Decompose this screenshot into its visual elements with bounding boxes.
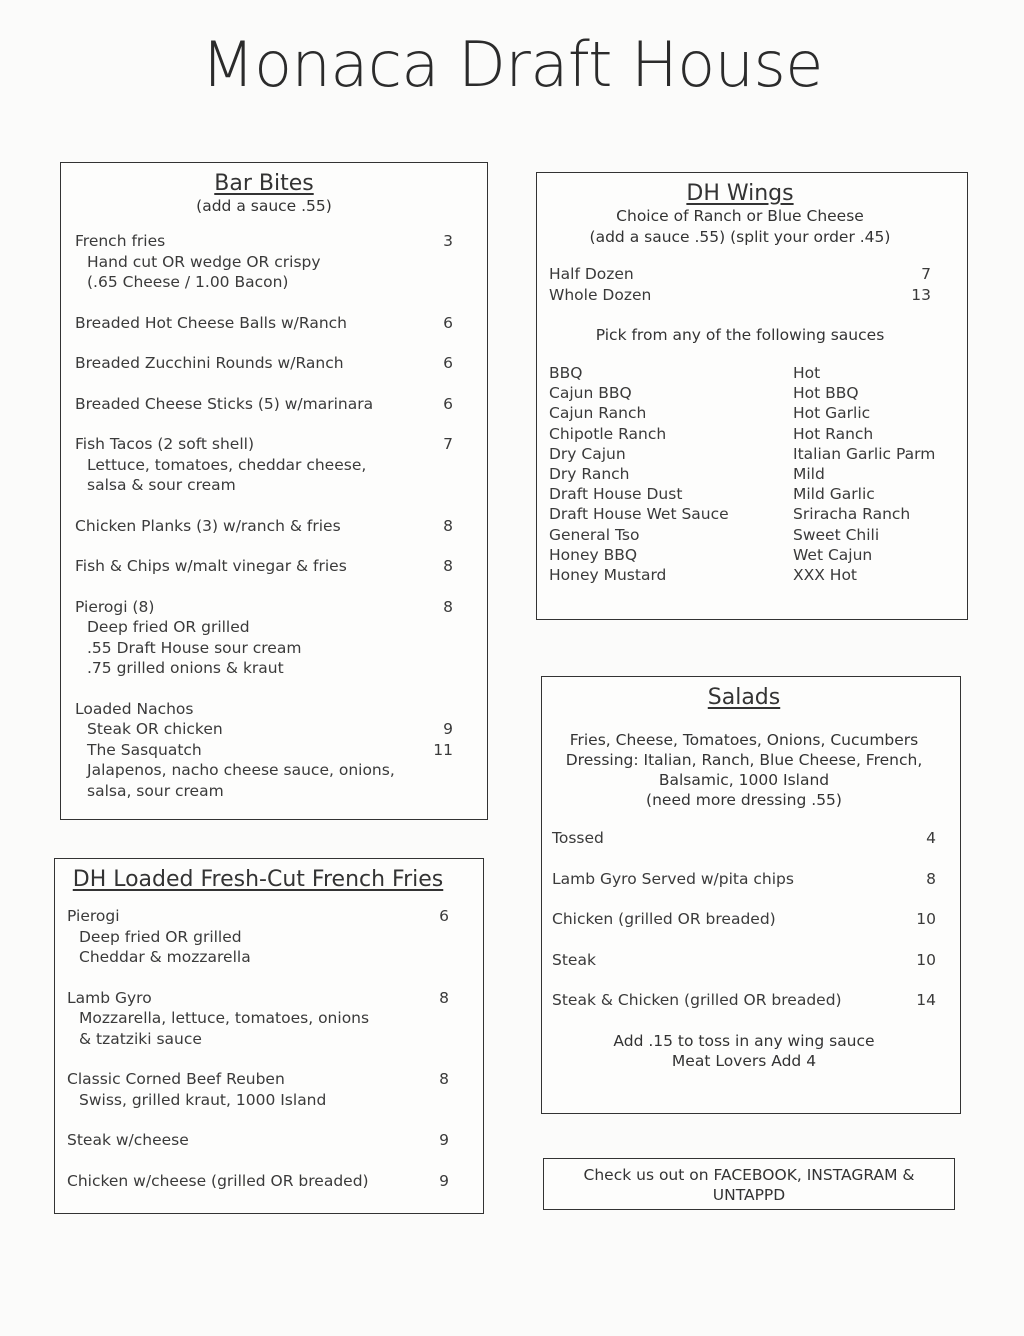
sauce-item: Mild Garlic	[793, 485, 875, 504]
menu-item: Chicken w/cheese (grilled OR breaded) 9	[67, 1171, 449, 1190]
menu-item: Lamb Gyro Served w/pita chips 8	[552, 869, 936, 888]
loaded-fries-title: DH Loaded Fresh-Cut French Fries	[72, 867, 444, 892]
menu-item: Breaded Hot Cheese Balls w/Ranch 6	[75, 313, 453, 332]
menu-item: Half Dozen 7	[549, 265, 931, 283]
sauce-item: Chipotle Ranch	[549, 424, 667, 443]
bar-bites-box	[60, 162, 488, 820]
sauce-item: Italian Garlic Parm	[793, 444, 936, 463]
sauce-item: Hot Garlic	[793, 404, 871, 423]
menu-item: Tossed 4	[552, 829, 936, 847]
sauce-item: General Tso	[549, 525, 640, 544]
menu-item: Pierogi (8) 8 Deep fried OR grilled .55 Draft House sour cream .75 grilled onions & kraut	[75, 597, 453, 677]
sauce-item: Sriracha Ranch	[793, 505, 911, 524]
menu-item: Classic Corned Beef Reuben 8 Swiss, grilled kraut, 1000 Island	[67, 1070, 449, 1109]
sauce-item: Honey BBQ	[549, 545, 638, 564]
social-box	[543, 1158, 955, 1210]
salads-line3: Balsamic, 1000 Island	[658, 771, 830, 789]
menu-item: Steak & Chicken (grilled OR breaded) 14	[552, 991, 936, 1009]
menu-item: Chicken Planks (3) w/ranch & fries 8	[75, 516, 453, 535]
sauce-list	[549, 363, 936, 588]
salads-note1: Add .15 to toss in any wing sauce	[613, 1031, 875, 1050]
social-line2: UNTAPPD	[712, 1186, 786, 1204]
sauce-item: Mild	[793, 465, 825, 484]
sauce-column-left	[549, 363, 729, 585]
salads-line1: Fries, Cheese, Tomatoes, Onions, Cucumbers	[569, 731, 919, 749]
sauce-item: Hot BBQ	[793, 384, 859, 403]
sauce-item: Sweet Chili	[793, 525, 880, 544]
menu-item: Steak w/cheese 9	[67, 1131, 449, 1149]
menu-item: Fish & Chips w/malt vinegar & fries 8	[75, 557, 453, 575]
bar-bites-subtitle: (add a sauce .55)	[196, 197, 332, 215]
sauce-item: XXX Hot	[793, 566, 857, 585]
sauce-column-right	[793, 363, 935, 585]
loaded-fries-box	[54, 858, 484, 1214]
sauce-item: Dry Ranch	[549, 465, 630, 484]
salads-title: Salads	[707, 685, 781, 710]
sauce-item: BBQ	[549, 364, 583, 382]
sauce-item: Cajun Ranch	[549, 404, 647, 423]
salads-box	[541, 676, 961, 1114]
page-title: Monaca Draft House	[201, 28, 823, 101]
menu-item: Chicken (grilled OR breaded) 10	[552, 910, 936, 928]
sauce-item: Dry Cajun	[549, 444, 626, 463]
menu-item: Lamb Gyro 8 Mozzarella, lettuce, tomatoes, onions & tzatziki sauce	[67, 988, 449, 1048]
menu-item: Fish Tacos (2 soft shell) 7 Lettuce, tomatoes, cheddar cheese, salsa & sour cream	[75, 435, 453, 494]
sauce-item: Cajun BBQ	[549, 384, 632, 403]
salads-line2: Dressing: Italian, Ranch, Blue Cheese, French,	[565, 751, 923, 769]
sauce-item: Draft House Dust	[549, 485, 683, 504]
salads-note2: Meat Lovers Add 4	[671, 1051, 817, 1070]
sauce-item: Honey Mustard	[549, 566, 667, 585]
menu-item: French fries 3 Hand cut OR wedge OR crispy (.65 Cheese / 1.00 Bacon)	[75, 232, 453, 291]
sauce-item: Hot Ranch	[793, 424, 874, 443]
menu-item: Loaded Nachos Steak OR chicken 9 The Sasquatch 11 Jalapenos, nacho cheese sauce, onions, salsa, sour cream	[75, 699, 453, 800]
wings-title: DH Wings	[686, 181, 794, 206]
sauce-item: Hot	[793, 364, 821, 382]
salads-line4: (need more dressing .55)	[646, 791, 842, 809]
wings-box	[536, 172, 968, 620]
bar-bites-title: Bar Bites	[214, 171, 314, 196]
sauce-item: Wet Cajun	[793, 545, 873, 564]
menu-item: Breaded Zucchini Rounds w/Ranch 6	[75, 354, 453, 372]
menu-item: Pierogi 6 Deep fried OR grilled Cheddar & mozzarella	[67, 907, 449, 966]
sauce-heading: Pick from any of the following sauces	[595, 326, 885, 344]
menu-item: Breaded Cheese Sticks (5) w/marinara 6	[75, 394, 453, 413]
wings-line2: (add a sauce .55) (split your order .45)	[589, 228, 891, 246]
menu-item: Steak 10	[552, 950, 936, 969]
sauce-item: Draft House Wet Sauce	[549, 505, 729, 524]
wings-line1: Choice of Ranch or Blue Cheese	[616, 207, 864, 225]
menu-item: Whole Dozen 13	[549, 285, 931, 304]
social-line1: Check us out on FACEBOOK, INSTAGRAM &	[583, 1166, 915, 1184]
